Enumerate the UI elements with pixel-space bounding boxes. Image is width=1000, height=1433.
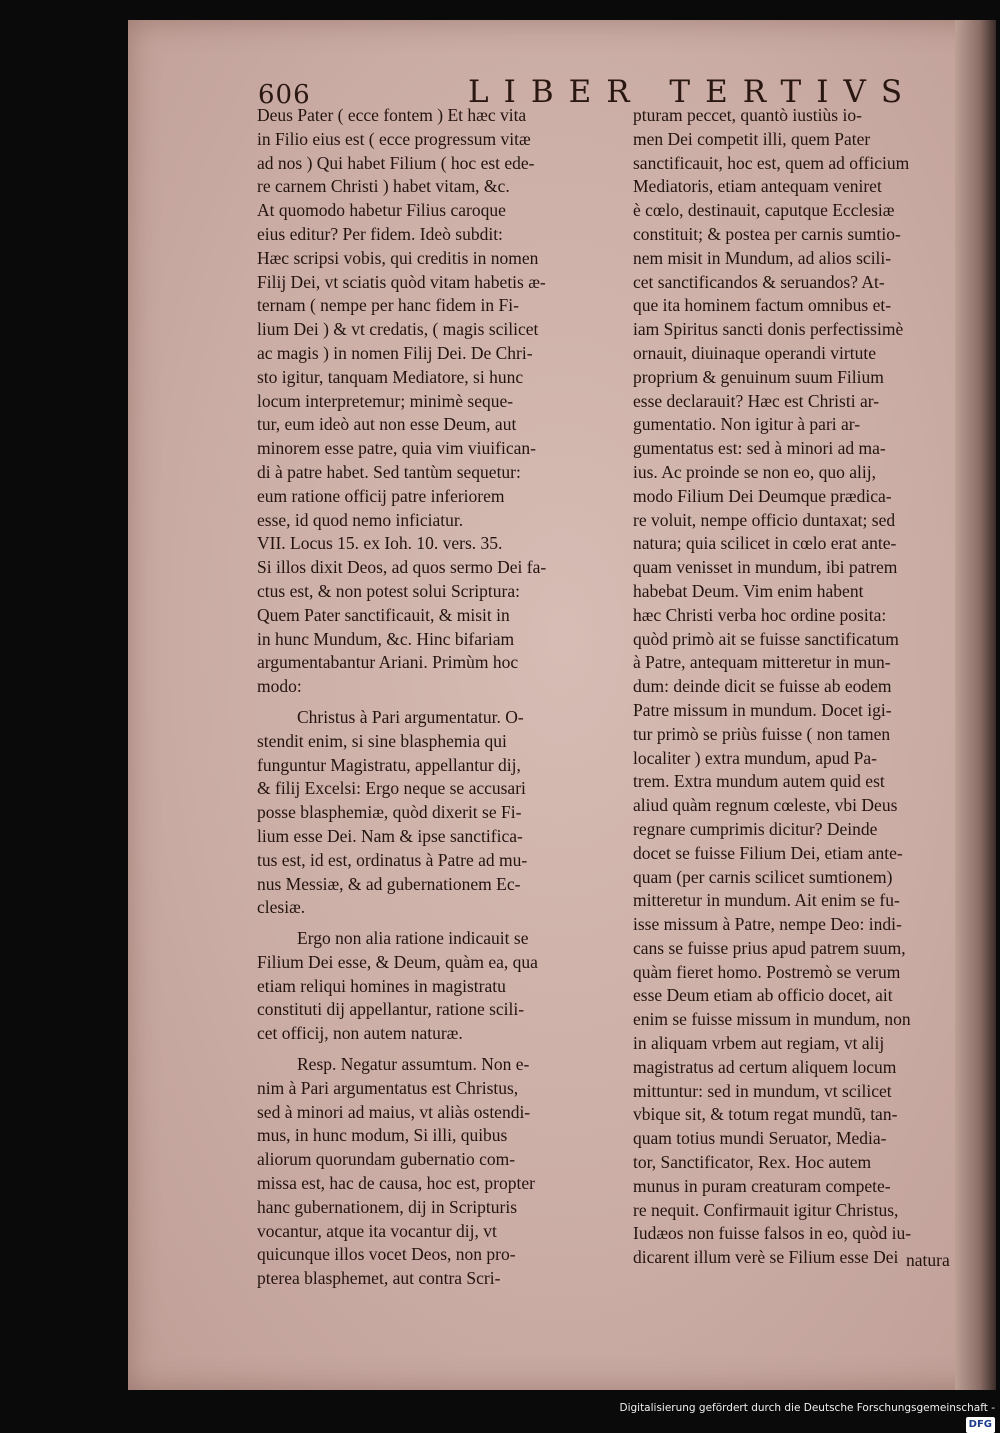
text-line: eius editur? Per fidem. Ideò subdit: <box>257 223 503 244</box>
text-line: habebat Deum. Vim enim habent <box>633 580 864 601</box>
text-line: Christus à Pari argumentatur. O- <box>297 706 524 727</box>
text-line: di à patre habet. Sed tantùm sequetur: <box>257 461 521 482</box>
text-line: quam (per carnis scilicet sumtionem) <box>633 866 893 887</box>
text-line: gumentatus est: sed à minori ad ma- <box>633 438 886 459</box>
text-line: natura; quia scilicet in cœlo erat ante- <box>633 533 897 554</box>
text-line: isse missum à Patre, nempe Deo: indi- <box>633 914 902 935</box>
text-line: mittuntur: sed in mundum, vt scilicet <box>633 1080 892 1101</box>
text-line: esse Deum etiam ab officio docet, ait <box>633 985 893 1006</box>
text-line: sanctificauit, hoc est, quem ad officium <box>633 152 910 173</box>
text-line: ac magis ) in nomen Filij Dei. De Chri- <box>257 342 533 363</box>
text-line: ctus est, & non potest solui Scriptura: <box>257 580 520 601</box>
text-line: funguntur Magistratu, appellantur dij, <box>257 754 521 775</box>
text-line: minorem esse patre, quia vim viuifican- <box>257 438 536 459</box>
text-line: constituit; & postea per carnis sumtio- <box>633 223 901 244</box>
text-line: clesiæ. <box>257 897 306 918</box>
text-line: re nequit. Confirmauit igitur Christus, <box>633 1199 899 1220</box>
text-line: mitteretur in mundum. Ait enim se fu- <box>633 890 900 911</box>
text-line: sto igitur, tanquam Mediatore, si hunc <box>257 366 524 387</box>
text-line: men Dei competit illi, quem Pater <box>633 128 871 149</box>
digitization-footer <box>600 1400 995 1430</box>
text-line: Ergo non alia ratione indicauit se <box>297 928 529 949</box>
text-line: locum interpretemur; minimè seque- <box>257 390 514 411</box>
text-line: lium esse Dei. Nam & ipse sanctifica- <box>257 825 523 846</box>
text-line: Deus Pater ( ecce fontem ) Et hæc vita <box>257 105 527 125</box>
text-line: in hunc Mundum, &c. Hinc bifariam <box>257 628 515 649</box>
text-line: vbique sit, & totum regat mundũ, tan- <box>633 1104 898 1125</box>
text-line: stendit enim, si sine blasphemia qui <box>257 730 507 751</box>
text-line: lium Dei ) & vt credatis, ( magis scilicet <box>257 319 539 340</box>
text-line: mus, in hunc modum, Si illi, quibus <box>257 1125 508 1146</box>
text-line: gumentatio. Non igitur à pari ar- <box>633 414 861 435</box>
text-line: hanc gubernationem, dij in Scripturis <box>257 1196 518 1217</box>
text-line: & filij Excelsi: Ergo neque se accusari <box>257 778 526 799</box>
text-line: tus est, id est, ordinatus à Patre ad mu- <box>257 849 528 870</box>
text-line: ornauit, diuinaque operandi virtute <box>633 342 876 363</box>
text-line: Filij Dei, vt sciatis quòd vitam habetis æ- <box>257 271 546 292</box>
page-number: 606 <box>258 80 311 110</box>
text-line: re carnem Christi ) habet vitam, &c. <box>257 176 510 197</box>
text-line: argumentabantur Ariani. Primùm hoc <box>257 652 519 673</box>
text-line: Mediatoris, etiam antequam veniret <box>633 176 882 197</box>
text-line: quam totius mundi Seruator, Media- <box>633 1128 887 1149</box>
text-line: è cœlo, destinauit, caputque Ecclesiæ <box>633 200 895 221</box>
text-line: que ita hominem factum omnibus et- <box>633 295 892 316</box>
text-line: enim se fuisse missum in mundum, non <box>633 1009 911 1030</box>
text-line: cet sanctificandos & seruandos? At- <box>633 271 885 292</box>
text-line: re voluit, nempe officio duntaxat; sed <box>633 509 896 530</box>
text-line: missa est, hac de causa, hoc est, propter <box>257 1173 535 1194</box>
text-line: posse blasphemiæ, quòd dixerit se Fi- <box>257 802 522 823</box>
text-line: pterea blasphemet, aut contra Scri- <box>257 1268 501 1289</box>
text-line: Iudæos non fuisse falsos in eo, quòd iu- <box>633 1223 912 1244</box>
dfg-logo: DFG <box>966 1417 995 1433</box>
text-line: cans se fuisse prius apud patrem suum, <box>633 937 906 958</box>
text-line: VII. Locus 15. ex Ioh. 10. vers. 35. <box>257 533 503 554</box>
text-line: vocantur, atque ita vocantur dij, vt <box>257 1220 497 1241</box>
text-line: hæc Christi verba hoc ordine posita: <box>633 604 887 625</box>
text-line: proprium & genuinum suum Filium <box>633 366 884 387</box>
text-line: in Filio eius est ( ecce progressum vitæ <box>257 128 531 149</box>
text-line: docet se fuisse Filium Dei, etiam ante- <box>633 842 903 863</box>
text-line: esse, id quod nemo inficiatur. <box>257 509 464 530</box>
text-line: Quem Pater sanctificauit, & misit in <box>257 604 510 625</box>
right-column <box>633 104 963 1270</box>
text-line: iam Spiritus sancti donis perfectissimè <box>633 319 904 340</box>
text-line: Hæc scripsi vobis, qui creditis in nomen <box>257 247 539 268</box>
text-line: eum ratione officij patre inferiorem <box>257 485 505 506</box>
catchword: natura <box>906 1250 950 1270</box>
text-line: aliud quàm regnum cœleste, vbi Deus <box>633 795 898 816</box>
text-line: dum: deinde dicit se fuisse ab eodem <box>633 676 892 697</box>
text-line: quicunque illos vocet Deos, non pro- <box>257 1244 516 1265</box>
text-line: nem misit in Mundum, ad alios scili- <box>633 247 892 268</box>
text-line: trem. Extra mundum autem quid est <box>633 771 885 792</box>
text-line: quàm fieret homo. Postremò se verum <box>633 961 901 982</box>
text-line: sed à minori ad maius, vt aliàs ostendi- <box>257 1101 531 1122</box>
text-line: regnare cumprimis dicitur? Deinde <box>633 818 878 839</box>
text-line: ternam ( nempe per hanc fidem in Fi- <box>257 295 519 316</box>
left-column <box>257 104 622 1291</box>
running-title: LIBER TERTIVS <box>468 74 918 110</box>
text-line: nim à Pari argumentatus est Christus, <box>257 1077 519 1098</box>
text-line: magistratus ad certum aliquem locum <box>633 1056 897 1077</box>
text-line: cet officij, non autem naturæ. <box>257 1023 463 1044</box>
text-line: Si illos dixit Deos, ad quos sermo Dei fa- <box>257 557 547 578</box>
text-line: Patre missum in mundum. Docet igi- <box>633 699 892 720</box>
text-line: Resp. Negatur assumtum. Non e- <box>297 1054 530 1075</box>
text-line: esse declarauit? Hæc est Christi ar- <box>633 390 880 411</box>
text-line: in aliquam vrbem aut regiam, vt alij <box>633 1033 885 1054</box>
text-line: At quomodo habetur Filius caroque <box>257 200 506 221</box>
text-line: pturam peccet, quantò iustiùs io- <box>633 105 862 125</box>
text-line: munus in puram creaturam compete- <box>633 1175 891 1196</box>
text-line: à Patre, antequam mitteretur in mun- <box>633 652 891 673</box>
text-line: tor, Sanctificator, Rex. Hoc autem <box>633 1152 872 1173</box>
text-line: Filium Dei esse, & Deum, quàm ea, qua <box>257 951 538 972</box>
text-line: aliorum quorundam gubernatio com- <box>257 1149 516 1170</box>
text-line: tur, eum ideò aut non esse Deum, aut <box>257 414 517 435</box>
text-line: modo Filium Dei Deumque prædica- <box>633 485 892 506</box>
text-line: ius. Ac proinde se non eo, quo alij, <box>633 461 877 482</box>
footer-text: Digitalisierung gefördert durch die Deutsche Forschungsgemeinschaft - <box>619 1402 995 1414</box>
text-line: quam venisset in mundum, ibi patrem <box>633 557 898 578</box>
text-line: ad nos ) Qui habet Filium ( hoc est ede- <box>257 152 535 173</box>
text-line: constituti dij appellantur, ratione scili- <box>257 999 525 1020</box>
text-line: modo: <box>257 676 302 697</box>
text-line: etiam reliqui homines in magistratu <box>257 975 506 996</box>
text-line: nus Messiæ, & ad gubernationem Ec- <box>257 873 521 894</box>
text-line: tur primò se priùs fuisse ( non tamen <box>633 723 891 744</box>
text-line: quòd primò ait se fuisse sanctificatum <box>633 628 899 649</box>
text-line: dicarent illum verè se Filium esse Dei <box>633 1247 899 1268</box>
text-line: localiter ) extra mundum, apud Pa- <box>633 747 877 768</box>
